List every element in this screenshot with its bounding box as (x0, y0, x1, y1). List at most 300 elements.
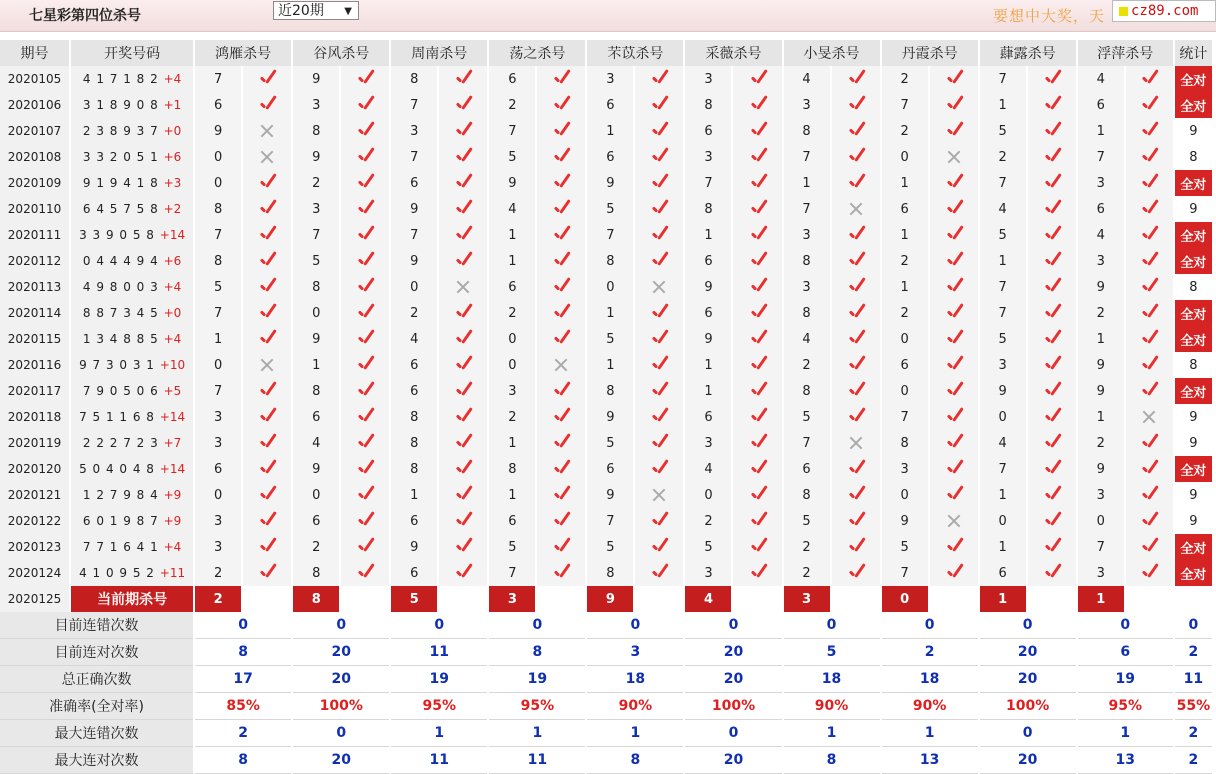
check-icon (944, 277, 964, 297)
blank-cell (438, 586, 488, 612)
kill-value: 5 (979, 222, 1027, 248)
result-mark (1027, 274, 1077, 300)
result-mark (340, 144, 390, 170)
check-icon (551, 173, 571, 193)
check-icon (649, 511, 669, 531)
check-icon (453, 147, 473, 167)
table-row (0, 378, 1213, 404)
check-icon (944, 407, 964, 427)
draw-bonus: +7 (163, 436, 182, 450)
check-icon (748, 355, 768, 375)
kill-value: 1 (881, 274, 929, 300)
row-stat: 9 (1174, 404, 1213, 430)
check-icon (355, 433, 375, 453)
result-mark (831, 508, 881, 534)
result-mark (1027, 482, 1077, 508)
result-mark (242, 248, 292, 274)
summary-value: 19 (390, 666, 488, 693)
result-mark (634, 430, 684, 456)
check-icon (944, 433, 964, 453)
kill-value: 0 (390, 274, 438, 300)
draw-numbers (70, 326, 194, 352)
kill-value: 9 (684, 274, 732, 300)
result-mark (831, 92, 881, 118)
row-stat: 9 (1174, 508, 1213, 534)
summary-row (0, 693, 1213, 720)
blank-cell (242, 586, 292, 612)
check-icon (453, 251, 473, 271)
draw-digits: 6 4 5 7 5 8 (82, 202, 159, 216)
kill-value: 7 (979, 300, 1027, 326)
check-icon (1042, 303, 1062, 323)
result-mark (929, 118, 979, 144)
period-select[interactable] (273, 1, 359, 20)
check-icon (453, 199, 473, 219)
draw-bonus: +1 (163, 98, 182, 112)
row-stat: 9 (1174, 482, 1213, 508)
check-icon (846, 121, 866, 141)
summary-value: 8 (586, 747, 684, 774)
draw-digits: 2 3 8 9 3 7 (82, 124, 159, 138)
draw-numbers (70, 378, 194, 404)
summary-value: 0 (292, 720, 390, 747)
draw-bonus: +14 (159, 228, 186, 242)
result-mark (438, 118, 488, 144)
check-icon (1042, 95, 1062, 115)
result-mark (340, 66, 390, 92)
result-mark (340, 92, 390, 118)
kill-value: 7 (1077, 534, 1125, 560)
table-row (0, 534, 1213, 560)
kill-value: 2 (1077, 430, 1125, 456)
kill-value: 7 (390, 222, 438, 248)
result-mark (438, 352, 488, 378)
check-icon (551, 225, 571, 245)
kill-value: 8 (194, 196, 242, 222)
kill-value: 9 (1077, 456, 1125, 482)
result-mark (1027, 378, 1077, 404)
result-mark (536, 508, 586, 534)
check-icon (649, 173, 669, 193)
check-icon (649, 355, 669, 375)
summary-value: 18 (881, 666, 979, 693)
result-mark (340, 508, 390, 534)
summary-value: 95% (488, 693, 586, 720)
result-mark (831, 196, 881, 222)
check-icon (944, 251, 964, 271)
issue-number: 2020106 (0, 92, 70, 118)
result-mark (438, 274, 488, 300)
issue-number: 2020112 (0, 248, 70, 274)
kill-value: 7 (881, 560, 929, 586)
check-icon (1042, 69, 1062, 89)
result-mark (438, 196, 488, 222)
kill-value: 0 (488, 326, 536, 352)
blank-cell (340, 586, 390, 612)
row-stat: 全对 (1174, 560, 1213, 586)
check-icon (944, 199, 964, 219)
check-icon (257, 329, 277, 349)
kill-value: 7 (292, 222, 340, 248)
kill-value: 0 (881, 378, 929, 404)
kill-value: 7 (979, 66, 1027, 92)
draw-digits: 6 0 1 9 8 7 (82, 514, 159, 528)
draw-digits: 9 1 9 4 1 8 (82, 176, 159, 190)
summary-value: 0 (586, 612, 684, 639)
cross-icon (846, 433, 866, 453)
site-logo[interactable] (1112, 0, 1216, 22)
kill-value: 7 (684, 170, 732, 196)
result-mark (732, 352, 782, 378)
check-icon (748, 563, 768, 583)
result-mark (1125, 274, 1174, 300)
result-mark (340, 378, 390, 404)
result-mark (536, 430, 586, 456)
result-mark (634, 326, 684, 352)
kill-value: 5 (684, 534, 732, 560)
kill-value: 7 (979, 170, 1027, 196)
summary-row (0, 747, 1213, 774)
column-header: 荡之杀号 (488, 40, 586, 66)
result-mark (732, 274, 782, 300)
kill-value: 8 (390, 456, 438, 482)
summary-value: 1 (586, 720, 684, 747)
result-mark (831, 326, 881, 352)
summary-value: 13 (881, 747, 979, 774)
check-icon (649, 433, 669, 453)
result-mark (1125, 534, 1174, 560)
issue-number: 2020120 (0, 456, 70, 482)
result-mark (831, 274, 881, 300)
kill-value: 7 (1077, 144, 1125, 170)
result-mark (1125, 248, 1174, 274)
check-icon (748, 69, 768, 89)
kill-value: 8 (292, 560, 340, 586)
draw-bonus: +14 (159, 462, 186, 476)
draw-bonus: +6 (163, 254, 182, 268)
summary-value: 13 (1077, 747, 1174, 774)
kill-value: 4 (1077, 222, 1125, 248)
result-mark (1125, 378, 1174, 404)
draw-numbers (70, 430, 194, 456)
check-icon (1139, 355, 1159, 375)
check-icon (748, 303, 768, 323)
draw-bonus: +0 (163, 306, 182, 320)
result-mark (1125, 66, 1174, 92)
check-icon (944, 225, 964, 245)
kill-value: 1 (979, 92, 1027, 118)
row-stat: 全对 (1174, 170, 1213, 196)
result-mark (242, 300, 292, 326)
blank-cell (634, 586, 684, 612)
table-row (0, 248, 1213, 274)
summary-value: 0 (979, 720, 1077, 747)
check-icon (453, 407, 473, 427)
check-icon (748, 511, 768, 531)
result-mark (536, 170, 586, 196)
kill-value: 0 (292, 300, 340, 326)
kill-value: 7 (194, 222, 242, 248)
result-mark (929, 248, 979, 274)
issue-number: 2020110 (0, 196, 70, 222)
result-mark (634, 482, 684, 508)
check-icon (649, 537, 669, 557)
result-mark (242, 144, 292, 170)
kill-value: 6 (684, 248, 732, 274)
draw-bonus: +10 (159, 358, 186, 372)
result-mark (242, 118, 292, 144)
summary-label: 目前连错次数 (0, 612, 194, 639)
cross-icon (846, 199, 866, 219)
summary-value: 18 (783, 666, 881, 693)
check-icon (453, 173, 473, 193)
result-mark (1027, 404, 1077, 430)
kill-value: 9 (979, 378, 1027, 404)
result-mark (438, 248, 488, 274)
kill-value: 8 (684, 196, 732, 222)
result-mark (634, 352, 684, 378)
check-icon (355, 355, 375, 375)
kill-value: 2 (783, 534, 831, 560)
draw-digits: 9 7 3 0 3 1 (79, 358, 155, 372)
summary-label: 目前连对次数 (0, 639, 194, 666)
summary-value: 0 (684, 612, 782, 639)
issue-number: 2020114 (0, 300, 70, 326)
result-mark (1125, 430, 1174, 456)
result-mark (1027, 92, 1077, 118)
kill-value: 6 (783, 456, 831, 482)
draw-numbers (70, 404, 194, 430)
table-row (0, 560, 1213, 586)
kill-value: 7 (881, 404, 929, 430)
summary-value: 55% (1174, 693, 1213, 720)
row-stat: 全对 (1174, 222, 1213, 248)
result-mark (732, 430, 782, 456)
check-icon (846, 537, 866, 557)
draw-numbers (70, 248, 194, 274)
draw-numbers (70, 144, 194, 170)
result-mark (1027, 222, 1077, 248)
result-mark (831, 66, 881, 92)
result-mark (242, 352, 292, 378)
check-icon (355, 459, 375, 479)
check-icon (1042, 147, 1062, 167)
check-icon (551, 69, 571, 89)
check-icon (1139, 147, 1159, 167)
result-mark (1027, 196, 1077, 222)
blank-cell (536, 586, 586, 612)
result-mark (536, 352, 586, 378)
result-mark (732, 118, 782, 144)
kill-value: 3 (194, 534, 242, 560)
kill-value: 1 (194, 326, 242, 352)
result-mark (732, 170, 782, 196)
result-mark (536, 92, 586, 118)
issue-number: 2020113 (0, 274, 70, 300)
kill-value: 2 (881, 118, 929, 144)
table-row (0, 196, 1213, 222)
summary-value: 11 (390, 639, 488, 666)
result-mark (536, 456, 586, 482)
result-mark (536, 144, 586, 170)
cross-icon (257, 121, 277, 141)
kill-value: 6 (390, 560, 438, 586)
kill-value: 2 (881, 300, 929, 326)
result-mark (438, 404, 488, 430)
summary-value: 90% (881, 693, 979, 720)
kill-value: 4 (783, 326, 831, 352)
result-mark (1027, 326, 1077, 352)
check-icon (257, 199, 277, 219)
summary-value: 17 (194, 666, 292, 693)
kill-value: 9 (292, 66, 340, 92)
result-mark (929, 404, 979, 430)
summary-value: 3 (586, 639, 684, 666)
result-mark (634, 378, 684, 404)
check-icon (257, 225, 277, 245)
kill-value: 8 (390, 66, 438, 92)
result-mark (1027, 248, 1077, 274)
check-icon (257, 251, 277, 271)
kill-value: 7 (194, 66, 242, 92)
kill-value: 8 (783, 248, 831, 274)
kill-value: 1 (684, 378, 732, 404)
issue-number: 2020115 (0, 326, 70, 352)
kill-value: 1 (979, 534, 1027, 560)
result-mark (732, 378, 782, 404)
summary-value: 8 (783, 747, 881, 774)
result-mark (929, 92, 979, 118)
result-mark (929, 534, 979, 560)
check-icon (944, 381, 964, 401)
result-mark (634, 456, 684, 482)
result-mark (1125, 118, 1174, 144)
issue-number: 2020122 (0, 508, 70, 534)
row-stat: 全对 (1174, 248, 1213, 274)
check-icon (1042, 433, 1062, 453)
result-mark (634, 300, 684, 326)
summary-value: 90% (586, 693, 684, 720)
check-icon (846, 329, 866, 349)
blank-cell (1174, 586, 1213, 612)
check-icon (257, 433, 277, 453)
kill-value: 3 (1077, 560, 1125, 586)
draw-numbers (70, 456, 194, 482)
draw-digits: 1 2 7 9 8 4 (82, 488, 159, 502)
check-icon (453, 95, 473, 115)
check-icon (649, 121, 669, 141)
row-stat: 全对 (1174, 300, 1213, 326)
summary-value: 2 (194, 720, 292, 747)
table-row (0, 352, 1213, 378)
check-icon (1139, 95, 1159, 115)
kill-value: 9 (1077, 352, 1125, 378)
check-icon (846, 69, 866, 89)
table-row (0, 118, 1213, 144)
column-header: 浮萍杀号 (1077, 40, 1174, 66)
kill-value: 6 (586, 456, 634, 482)
check-icon (453, 329, 473, 349)
kill-value: 1 (1077, 404, 1125, 430)
check-icon (1139, 329, 1159, 349)
kill-value: 5 (783, 508, 831, 534)
check-icon (453, 433, 473, 453)
result-mark (634, 560, 684, 586)
check-icon (355, 173, 375, 193)
kill-value: 7 (390, 92, 438, 118)
row-stat: 9 (1174, 118, 1213, 144)
kill-value: 3 (979, 352, 1027, 378)
check-icon (846, 381, 866, 401)
kill-value: 5 (783, 404, 831, 430)
result-mark (242, 378, 292, 404)
check-icon (355, 381, 375, 401)
result-mark (732, 456, 782, 482)
draw-bonus: +4 (163, 540, 182, 554)
kill-value: 6 (488, 66, 536, 92)
check-icon (257, 173, 277, 193)
row-stat: 9 (1174, 430, 1213, 456)
draw-digits: 3 3 9 0 5 8 (79, 228, 155, 242)
kill-value: 9 (488, 170, 536, 196)
kill-value: 8 (586, 378, 634, 404)
blank-cell (1027, 586, 1077, 612)
issue-number: 2020121 (0, 482, 70, 508)
draw-bonus: +9 (163, 514, 182, 528)
result-mark (242, 326, 292, 352)
page-title: 七星彩第四位杀号 (29, 8, 141, 24)
result-mark (831, 404, 881, 430)
result-mark (1027, 118, 1077, 144)
kill-value: 5 (979, 326, 1027, 352)
summary-value: 20 (684, 747, 782, 774)
result-mark (1125, 352, 1174, 378)
result-mark (242, 92, 292, 118)
kill-value: 6 (684, 118, 732, 144)
result-mark (242, 560, 292, 586)
check-icon (649, 147, 669, 167)
result-mark (732, 222, 782, 248)
summary-value: 2 (1174, 720, 1213, 747)
summary-value: 1 (488, 720, 586, 747)
draw-bonus: +3 (163, 176, 182, 190)
summary-value: 0 (684, 720, 782, 747)
check-icon (453, 563, 473, 583)
kill-value: 6 (488, 274, 536, 300)
result-mark (536, 222, 586, 248)
row-stat: 全对 (1174, 66, 1213, 92)
draw-digits: 0 4 4 4 9 4 (82, 254, 159, 268)
result-mark (732, 560, 782, 586)
kill-value: 8 (684, 92, 732, 118)
result-mark (929, 196, 979, 222)
check-icon (453, 355, 473, 375)
kill-value: 7 (979, 456, 1027, 482)
kill-number-table (0, 40, 1214, 774)
draw-numbers (70, 352, 194, 378)
current-kill-label: 当前期杀号 (70, 586, 194, 612)
kill-value: 2 (881, 66, 929, 92)
issue-number: 2020123 (0, 534, 70, 560)
table-row (0, 456, 1213, 482)
chevron-down-icon: ▼ (344, 6, 352, 17)
check-icon (846, 147, 866, 167)
result-mark (536, 248, 586, 274)
row-stat: 8 (1174, 352, 1213, 378)
check-icon (748, 381, 768, 401)
check-icon (355, 95, 375, 115)
check-icon (551, 407, 571, 427)
